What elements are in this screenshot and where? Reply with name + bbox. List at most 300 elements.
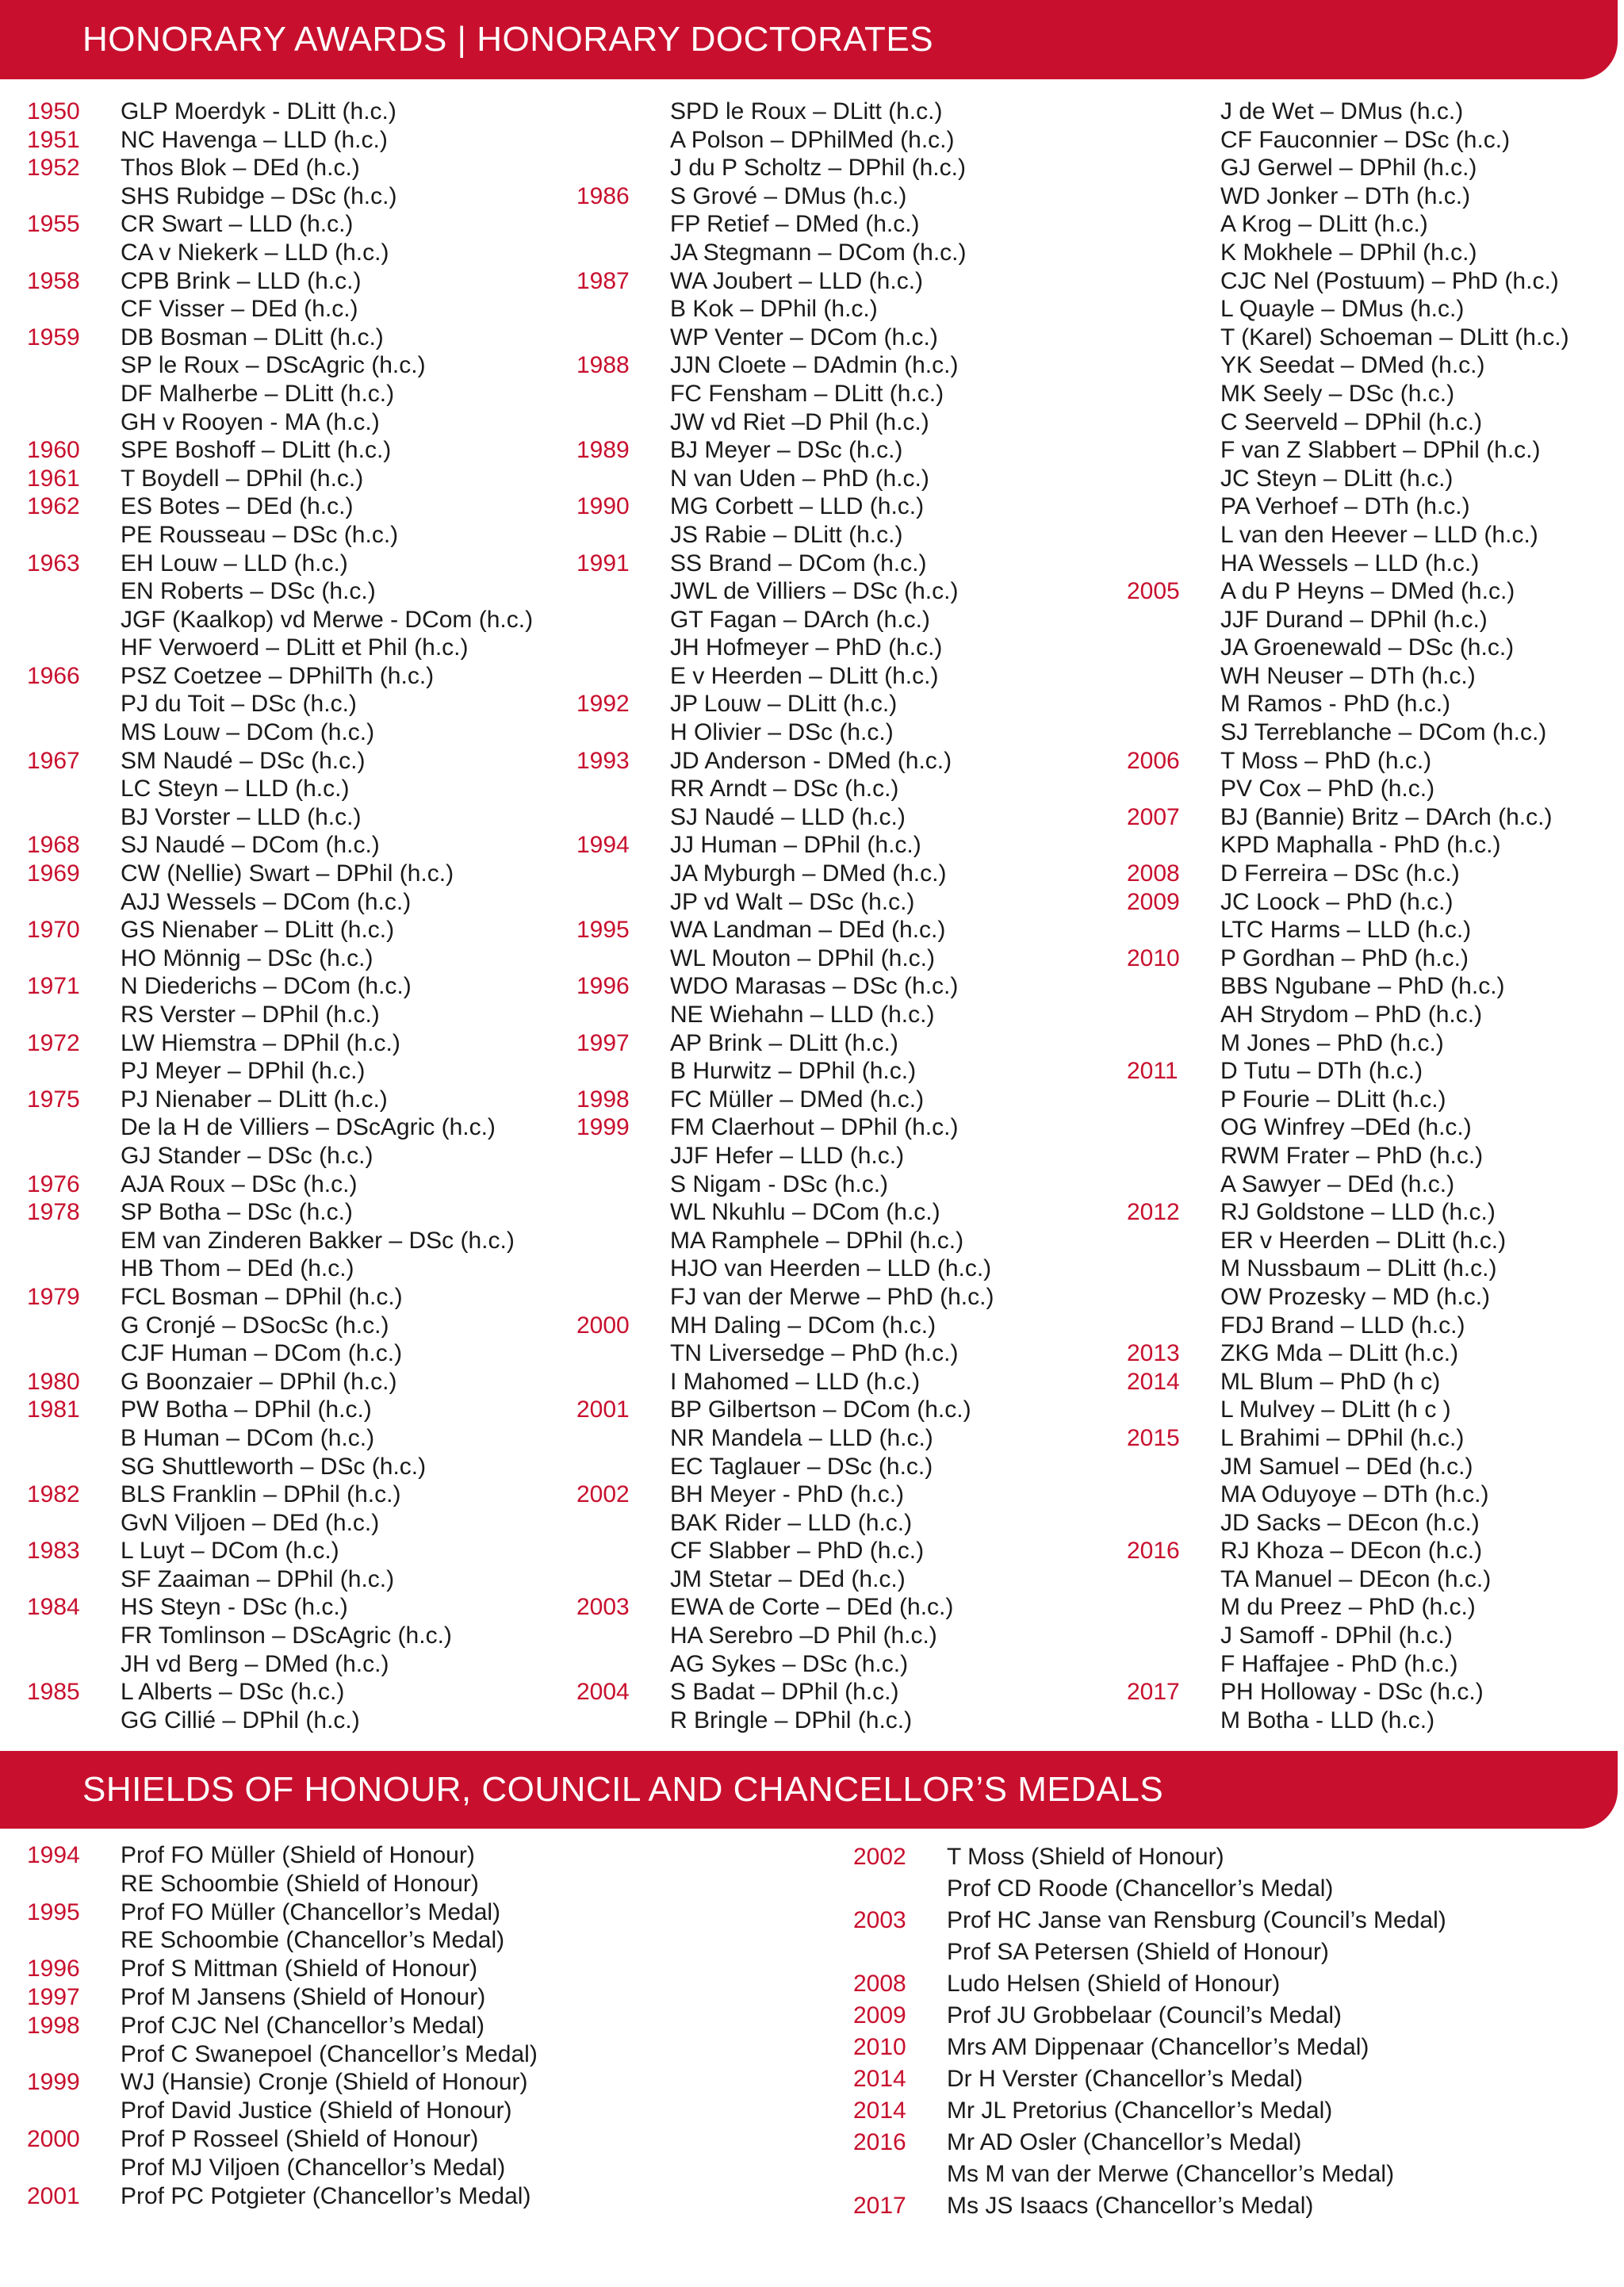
doctorates-column-3 — [1127, 98, 1569, 1734]
list-item — [27, 2012, 538, 2040]
recipient-name: P Fourie – DLitt (h.c.) — [1220, 1086, 1446, 1113]
list-item — [1127, 1368, 1569, 1396]
recipient-name: GT Fagan – DArch (h.c.) — [670, 606, 930, 633]
list-item — [576, 1650, 994, 1679]
list-item — [576, 1312, 994, 1340]
award-year: 1975 — [27, 1086, 80, 1113]
award-year: 1999 — [576, 1114, 630, 1141]
list-item — [27, 1283, 533, 1312]
award-year: 1963 — [27, 550, 80, 577]
recipient-name: Thos Blok – DEd (h.c.) — [121, 155, 360, 182]
list-item — [27, 154, 533, 182]
recipient-name: T Moss – PhD (h.c.) — [1220, 747, 1432, 774]
recipient-name: PA Verhoef – DTh (h.c.) — [1220, 493, 1470, 520]
recipient-name: WD Jonker – DTh (h.c.) — [1220, 182, 1471, 209]
recipient-name: JP vd Walt – DSc (h.c.) — [670, 888, 915, 915]
award-year — [576, 718, 670, 747]
award-year — [576, 1198, 670, 1227]
award-year: 1989 — [576, 437, 630, 464]
list-item — [27, 2068, 538, 2097]
list-item — [1127, 436, 1569, 465]
award-year: 1952 — [27, 155, 80, 182]
list-item — [576, 690, 994, 718]
award-year: 2010 — [853, 2034, 906, 2060]
award-year — [576, 662, 670, 691]
list-item — [27, 182, 533, 211]
recipient-name: D Tutu – DTh (h.c.) — [1220, 1058, 1423, 1085]
award-year: 1978 — [27, 1199, 80, 1226]
list-item — [576, 606, 994, 634]
recipient-name: A Krog – DLitt (h.c.) — [1220, 211, 1428, 238]
recipient-name: SJ Terreblanche – DCom (h.c.) — [1220, 719, 1547, 746]
list-item — [1127, 1537, 1569, 1565]
award-year: 1993 — [576, 747, 630, 774]
recipient-name: RWM Frater – PhD (h.c.) — [1220, 1142, 1484, 1169]
list-item — [27, 380, 533, 408]
award-year: 2012 — [1127, 1199, 1180, 1226]
list-item — [1127, 465, 1569, 493]
list-item — [576, 408, 994, 437]
award-year — [1127, 1255, 1220, 1283]
award-year — [1127, 1396, 1220, 1424]
list-item — [27, 1086, 533, 1114]
list-item — [1127, 1509, 1569, 1538]
list-item — [27, 1368, 533, 1396]
recipient-name: JP Louw – DLitt (h.c.) — [670, 691, 898, 718]
recipient-name: GG Cillié – DPhil (h.c.) — [121, 1707, 360, 1733]
recipient-name: FDJ Brand – LLD (h.c.) — [1220, 1312, 1465, 1339]
recipient-name: GS Nienaber – DLitt (h.c.) — [121, 917, 395, 944]
list-item — [1127, 860, 1569, 888]
list-item — [27, 1481, 533, 1509]
award-year — [27, 2154, 121, 2182]
recipient-name: NE Wiehahn – LLD (h.c.) — [670, 1002, 935, 1028]
award-year — [576, 408, 670, 437]
recipient-name: I Mahomed – LLD (h.c.) — [670, 1368, 921, 1395]
recipient-name: M Jones – PhD (h.c.) — [1220, 1029, 1444, 1056]
recipient-name: LW Hiemstra – DPhil (h.c.) — [121, 1029, 400, 1056]
award-year — [27, 1057, 121, 1086]
list-item — [576, 831, 994, 860]
list-item — [27, 126, 533, 155]
award-year — [27, 1707, 121, 1735]
list-item — [1127, 324, 1569, 352]
recipient-name: JC Loock – PhD (h.c.) — [1220, 888, 1454, 915]
list-item — [1127, 295, 1569, 324]
award-year — [1127, 182, 1220, 211]
list-item — [853, 2032, 1446, 2063]
recipient-name: MH Daling – DCom (h.c.) — [670, 1312, 936, 1339]
award-year — [1127, 1509, 1220, 1538]
section-title: SHIELDS OF HONOUR, COUNCIL AND CHANCELLOR’S MEDALS — [82, 1770, 1164, 1809]
list-item — [853, 1968, 1446, 2000]
recipient-name: BP Gilbertson – DCom (h.c.) — [670, 1396, 971, 1423]
award-year — [1127, 1481, 1220, 1509]
award-year — [1127, 324, 1220, 352]
list-item — [27, 2125, 538, 2154]
award-year — [1127, 98, 1220, 126]
award-year: 2003 — [576, 1594, 630, 1621]
award-year — [1127, 1312, 1220, 1340]
award-year — [576, 1339, 670, 1368]
list-item — [1127, 1029, 1569, 1058]
recipient-name: GJ Stander – DSc (h.c.) — [121, 1142, 373, 1169]
award-year — [576, 775, 670, 803]
recipient-name: Prof PC Potgieter (Chancellor’s Medal) — [121, 2182, 531, 2209]
award-year: 2014 — [853, 2066, 906, 2092]
list-item — [576, 1113, 994, 1142]
award-year: 2004 — [576, 1679, 630, 1706]
recipient-name: Ludo Helsen (Shield of Honour) — [947, 1971, 1281, 1997]
list-item — [27, 690, 533, 718]
list-item — [576, 888, 994, 917]
list-item — [27, 2182, 538, 2211]
recipient-name: JS Rabie – DLitt (h.c.) — [670, 521, 903, 548]
list-item — [576, 324, 994, 352]
award-year — [1127, 1142, 1220, 1170]
list-item — [576, 267, 994, 296]
recipient-name: G Cronjé – DSocSc (h.c.) — [121, 1312, 389, 1339]
recipient-name: EH Louw – LLD (h.c.) — [121, 550, 348, 577]
list-item — [1127, 1170, 1569, 1199]
recipient-name: GH v Rooyen - MA (h.c.) — [121, 408, 380, 435]
list-item — [27, 916, 533, 944]
award-year: 1951 — [27, 126, 80, 153]
list-item — [27, 662, 533, 691]
recipient-name: PJ Meyer – DPhil (h.c.) — [121, 1058, 366, 1085]
award-year: 2001 — [576, 1396, 630, 1423]
list-item — [853, 2190, 1446, 2222]
list-item — [1127, 351, 1569, 380]
recipient-name: A Polson – DPhilMed (h.c.) — [670, 126, 955, 153]
recipient-name: SM Naudé – DSc (h.c.) — [121, 747, 366, 774]
award-year: 2009 — [853, 2002, 906, 2028]
recipient-name: F van Z Slabbert – DPhil (h.c.) — [1220, 437, 1541, 464]
list-item — [1127, 126, 1569, 155]
list-item — [27, 1255, 533, 1283]
recipient-name: M Nussbaum – DLitt (h.c.) — [1220, 1255, 1497, 1282]
recipient-name: JGF (Kaalkop) vd Merwe - DCom (h.c.) — [121, 606, 534, 633]
doctorates-column-2 — [576, 98, 994, 1734]
recipient-name: SP Botha – DSc (h.c.) — [121, 1199, 353, 1226]
award-year — [1127, 1001, 1220, 1029]
recipient-name: L Alberts – DSc (h.c.) — [121, 1679, 345, 1706]
list-item — [27, 436, 533, 465]
recipient-name: Dr H Verster (Chancellor’s Medal) — [947, 2066, 1304, 2092]
list-item — [27, 1227, 533, 1255]
award-year — [1127, 1593, 1220, 1622]
recipient-name: T (Karel) Schoeman – DLitt (h.c.) — [1220, 324, 1569, 351]
recipient-name: JD Sacks – DEcon (h.c.) — [1220, 1509, 1480, 1536]
list-item — [576, 916, 994, 944]
list-item — [1127, 1453, 1569, 1481]
recipient-name: CJC Nel (Postuum) – PhD (h.c.) — [1220, 267, 1559, 294]
award-year: 1979 — [27, 1283, 80, 1310]
recipient-name: CW (Nellie) Swart – DPhil (h.c.) — [121, 860, 454, 887]
recipient-name: SG Shuttleworth – DSc (h.c.) — [121, 1453, 427, 1480]
recipient-name: R Bringle – DPhil (h.c.) — [670, 1707, 913, 1733]
award-year — [1127, 1170, 1220, 1199]
list-item — [27, 1001, 533, 1029]
list-item — [27, 747, 533, 776]
recipient-name: TA Manuel – DEcon (h.c.) — [1220, 1565, 1492, 1592]
award-year: 1990 — [576, 493, 630, 520]
recipient-name: JWL de Villiers – DSc (h.c.) — [670, 578, 959, 605]
award-year — [27, 1113, 121, 1142]
recipient-name: L Brahimi – DPhil (h.c.) — [1220, 1424, 1465, 1451]
award-year — [576, 1142, 670, 1170]
award-year: 1966 — [27, 662, 80, 689]
recipient-name: Prof FO Müller (Chancellor’s Medal) — [121, 1898, 501, 1925]
list-item — [576, 154, 994, 182]
list-item — [1127, 1396, 1569, 1424]
award-year: 1972 — [27, 1029, 80, 1056]
recipient-name: RR Arndt – DSc (h.c.) — [670, 776, 899, 803]
recipient-name: AP Brink – DLitt (h.c.) — [670, 1029, 898, 1056]
list-item — [27, 1142, 533, 1170]
list-item — [27, 98, 533, 126]
recipient-name: RE Schoombie (Shield of Honour) — [121, 1870, 479, 1897]
list-item — [576, 1029, 994, 1058]
list-item — [576, 1198, 994, 1227]
award-year — [27, 1255, 121, 1283]
list-item — [576, 1255, 994, 1283]
award-year — [576, 126, 670, 155]
list-item — [27, 775, 533, 803]
award-year — [1127, 634, 1220, 662]
award-year: 1994 — [576, 832, 630, 859]
award-year — [27, 1565, 121, 1594]
list-item — [576, 860, 994, 888]
recipient-name: P Gordhan – PhD (h.c.) — [1220, 944, 1469, 971]
recipient-name: WL Mouton – DPhil (h.c.) — [670, 944, 935, 971]
list-item — [853, 1905, 1446, 1936]
award-year: 1971 — [27, 973, 80, 1000]
award-year: 2008 — [1127, 860, 1180, 887]
recipient-name: RJ Khoza – DEcon (h.c.) — [1220, 1538, 1483, 1565]
recipient-name: PW Botha – DPhil (h.c.) — [121, 1396, 372, 1423]
award-year: 1987 — [576, 267, 630, 294]
award-year — [576, 1453, 670, 1481]
award-year — [576, 1368, 670, 1396]
award-year: 1995 — [27, 1898, 80, 1925]
recipient-name: S Nigam - DSc (h.c.) — [670, 1170, 889, 1197]
recipient-name: L Luyt – DCom (h.c.) — [121, 1538, 339, 1565]
award-year: 2011 — [1127, 1058, 1178, 1085]
recipient-name: JJN Cloete – DAdmin (h.c.) — [670, 352, 959, 379]
list-item — [1127, 690, 1569, 718]
award-year: 1998 — [576, 1086, 630, 1113]
recipient-name: EC Taglauer – DSc (h.c.) — [670, 1453, 933, 1480]
award-year — [27, 1926, 121, 1955]
list-item — [27, 2040, 538, 2069]
recipient-name: SF Zaaiman – DPhil (h.c.) — [121, 1565, 395, 1592]
list-item — [1127, 606, 1569, 634]
list-item — [576, 98, 994, 126]
award-year — [1127, 239, 1220, 267]
list-item — [27, 2097, 538, 2125]
list-item — [576, 1453, 994, 1481]
list-item — [27, 408, 533, 437]
list-item — [27, 492, 533, 521]
award-year — [27, 295, 121, 324]
award-year — [1127, 1283, 1220, 1312]
list-item — [576, 803, 994, 832]
recipient-name: Mrs AM Dippenaar (Chancellor’s Medal) — [947, 2034, 1369, 2060]
recipient-name: JH Hofmeyer – PhD (h.c.) — [670, 634, 943, 661]
award-year — [1127, 1113, 1220, 1142]
award-year: 2006 — [1127, 747, 1180, 774]
recipient-name: L Mulvey – DLitt (h c ) — [1220, 1396, 1451, 1423]
recipient-name: C Seerveld – DPhil (h.c.) — [1220, 408, 1483, 435]
doctorates-column-1 — [27, 98, 533, 1734]
award-year — [1127, 465, 1220, 493]
medals-heading — [0, 1751, 1618, 1829]
recipient-name: ML Blum – PhD (h c) — [1220, 1368, 1441, 1395]
list-item — [27, 1955, 538, 1983]
recipient-name: WP Venter – DCom (h.c.) — [670, 324, 938, 351]
list-item — [1127, 1481, 1569, 1509]
list-item — [27, 1057, 533, 1086]
award-year: 1992 — [576, 691, 630, 718]
recipient-name: MK Seely – DSc (h.c.) — [1220, 380, 1455, 407]
list-item — [576, 1537, 994, 1565]
recipient-name: ER v Heerden – DLitt (h.c.) — [1220, 1227, 1507, 1254]
recipient-name: JM Samuel – DEd (h.c.) — [1220, 1453, 1473, 1480]
award-year: 2015 — [1127, 1424, 1180, 1451]
award-year: 1985 — [27, 1679, 80, 1706]
recipient-name: J Samoff - DPhil (h.c.) — [1220, 1622, 1453, 1649]
recipient-name: JC Steyn – DLitt (h.c.) — [1220, 465, 1454, 492]
list-item — [27, 1565, 533, 1594]
recipient-name: PV Cox – PhD (h.c.) — [1220, 776, 1435, 803]
list-item — [576, 944, 994, 973]
list-item — [27, 295, 533, 324]
award-year — [576, 210, 670, 239]
award-year: 2016 — [853, 2129, 906, 2155]
award-year — [576, 1622, 670, 1650]
recipient-name: PSZ Coetzee – DPhilTh (h.c.) — [121, 662, 435, 689]
list-item — [576, 1227, 994, 1255]
award-year: 2014 — [1127, 1368, 1180, 1395]
recipient-name: HA Wessels – LLD (h.c.) — [1220, 550, 1480, 577]
recipient-name: JA Groenewald – DSc (h.c.) — [1220, 634, 1515, 661]
award-year — [27, 634, 121, 662]
recipient-name: YK Seedat – DMed (h.c.) — [1220, 352, 1485, 379]
award-year: 1962 — [27, 493, 80, 520]
medals-column-2 — [853, 1841, 1446, 2222]
award-year — [1127, 267, 1220, 296]
recipient-name: AJJ Wessels – DCom (h.c.) — [121, 888, 412, 915]
recipient-name: Prof David Justice (Shield of Honour) — [121, 2097, 512, 2124]
award-year — [1127, 126, 1220, 155]
list-item — [1127, 888, 1569, 917]
award-year: 2001 — [27, 2182, 80, 2209]
award-year — [576, 1057, 670, 1086]
recipient-name: JJ Human – DPhil (h.c.) — [670, 832, 921, 859]
recipient-name: Prof C Swanepoel (Chancellor’s Medal) — [121, 2040, 538, 2067]
recipient-name: LTC Harms – LLD (h.c.) — [1220, 917, 1472, 944]
list-item — [576, 1057, 994, 1086]
award-year — [27, 1312, 121, 1340]
recipient-name: CF Fauconnier – DSc (h.c.) — [1220, 126, 1511, 153]
recipient-name: F Haffajee - PhD (h.c.) — [1220, 1650, 1458, 1677]
recipient-name: K Mokhele – DPhil (h.c.) — [1220, 239, 1477, 266]
list-item — [1127, 577, 1569, 606]
recipient-name: KPD Maphalla - PhD (h.c.) — [1220, 832, 1501, 859]
list-item — [1127, 1650, 1569, 1679]
recipient-name: Prof SA Petersen (Shield of Honour) — [947, 1939, 1329, 1965]
list-item — [27, 1424, 533, 1453]
list-item — [1127, 747, 1569, 776]
award-year — [1127, 1622, 1220, 1650]
list-item — [853, 2159, 1446, 2190]
award-year — [576, 1255, 670, 1283]
award-year: 1960 — [27, 437, 80, 464]
list-item — [1127, 380, 1569, 408]
award-year — [1127, 1650, 1220, 1679]
list-item — [1127, 1339, 1569, 1368]
award-year: 1980 — [27, 1368, 80, 1395]
list-item — [27, 210, 533, 239]
recipient-name: BJ Meyer – DSc (h.c.) — [670, 437, 903, 464]
list-item — [576, 210, 994, 239]
award-year: 2014 — [853, 2097, 906, 2124]
award-year — [27, 1339, 121, 1368]
list-item — [576, 351, 994, 380]
list-item — [27, 718, 533, 747]
honorary-doctorates-heading — [0, 0, 1618, 79]
list-item — [27, 803, 533, 832]
list-item — [576, 1339, 994, 1368]
recipient-name: WA Joubert – LLD (h.c.) — [670, 267, 924, 294]
list-item — [1127, 239, 1569, 267]
list-item — [27, 1113, 533, 1142]
award-year — [576, 634, 670, 662]
award-year: 1967 — [27, 747, 80, 774]
recipient-name: BLS Franklin – DPhil (h.c.) — [121, 1481, 401, 1508]
award-year — [1127, 408, 1220, 437]
recipient-name: JW vd Riet –D Phil (h.c.) — [670, 408, 929, 435]
recipient-name: JM Stetar – DEd (h.c.) — [670, 1565, 906, 1592]
award-year: 1976 — [27, 1170, 80, 1197]
recipient-name: M Ramos - PhD (h.c.) — [1220, 691, 1451, 718]
recipient-name: Mr AD Osler (Chancellor’s Medal) — [947, 2129, 1302, 2155]
list-item — [576, 550, 994, 578]
recipient-name: JH vd Berg – DMed (h.c.) — [121, 1650, 389, 1677]
recipient-name: CR Swart – LLD (h.c.) — [121, 211, 354, 238]
recipient-name: CF Slabber – PhD (h.c.) — [670, 1538, 925, 1565]
recipient-name: B Kok – DPhil (h.c.) — [670, 296, 878, 323]
award-year — [1127, 1029, 1220, 1058]
recipient-name: J de Wet – DMus (h.c.) — [1220, 98, 1464, 125]
list-item — [576, 1424, 994, 1453]
award-year — [1127, 690, 1220, 718]
list-item — [27, 1983, 538, 2012]
award-year — [576, 803, 670, 832]
award-year — [27, 775, 121, 803]
list-item — [576, 634, 994, 662]
award-year: 2010 — [1127, 944, 1180, 971]
list-item — [1127, 1142, 1569, 1170]
recipient-name: J du P Scholtz – DPhil (h.c.) — [670, 155, 966, 182]
award-year — [1127, 295, 1220, 324]
recipient-name: WDO Marasas – DSc (h.c.) — [670, 973, 959, 1000]
award-year — [27, 1001, 121, 1029]
list-item — [27, 1537, 533, 1565]
award-year: 2002 — [853, 1844, 906, 1870]
list-item — [27, 239, 533, 267]
